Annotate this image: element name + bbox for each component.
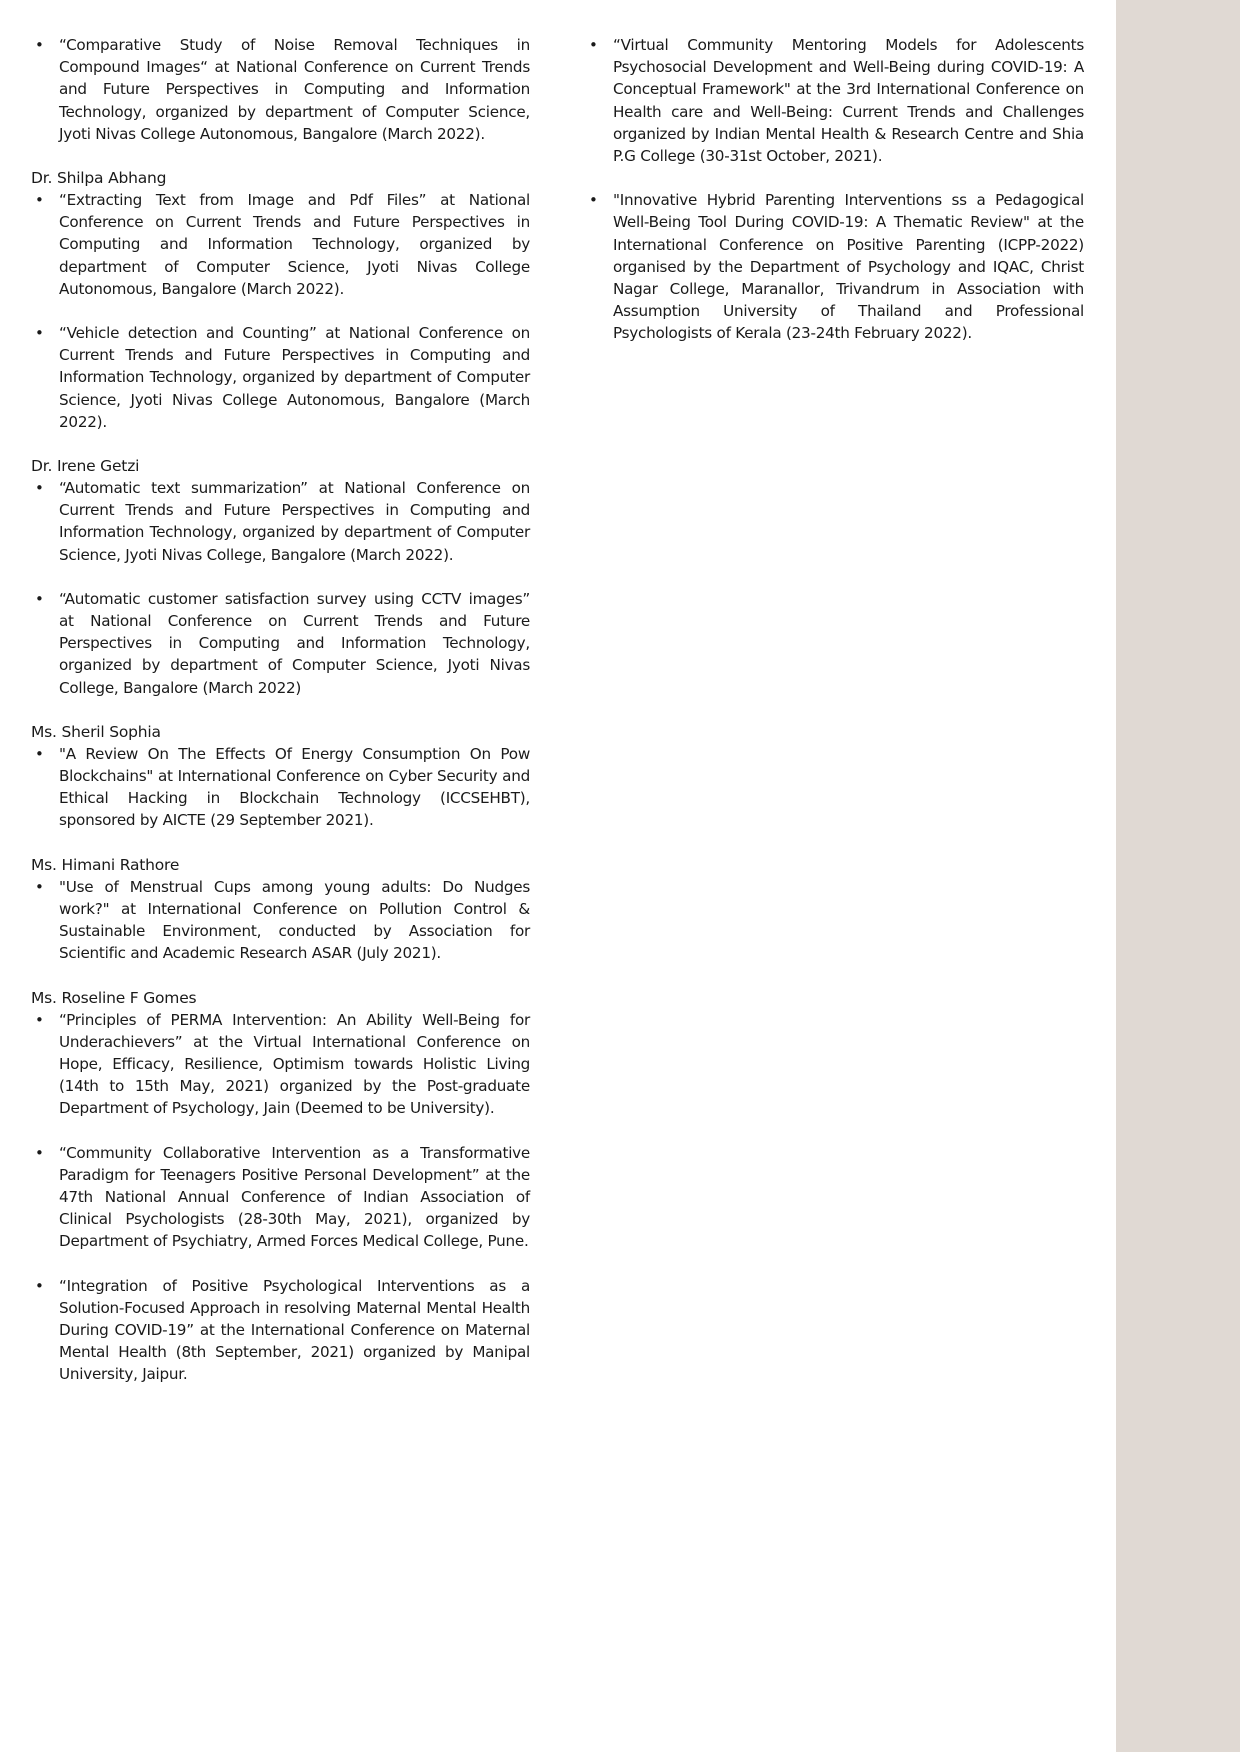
right-column bbox=[585, 34, 1084, 367]
bullet-icon: • bbox=[35, 1143, 44, 1162]
publication-text: “Integration of Positive Psychological Interventions as a Solution-Focused Approach in resolving Maternal Mental Health During COVID-19” at the International Conference on Maternal Mental Health (8th September, 2021) organized by Manipal University, Jaipur. bbox=[59, 1276, 530, 1384]
publication-text: “Automatic customer satisfaction survey using CCTV images” at National Conference on Current Trends and Future Perspectives in Computing and Information Technology, organized by department of Computer Science, Jyoti Nivas College, Bangalore (March 2022) bbox=[59, 589, 530, 697]
publication-group bbox=[31, 721, 530, 832]
publication-item bbox=[585, 189, 1084, 344]
publication-item bbox=[31, 34, 530, 145]
publication-item bbox=[31, 1275, 530, 1386]
publication-item bbox=[31, 588, 530, 699]
publication-item bbox=[31, 876, 530, 965]
author-name: Dr. Shilpa Abhang bbox=[31, 169, 167, 188]
publication-list bbox=[31, 743, 530, 832]
author-name: Ms. Roseline F Gomes bbox=[31, 988, 197, 1007]
bullet-icon: • bbox=[589, 36, 598, 54]
left-column bbox=[31, 34, 530, 1408]
bullet-icon: • bbox=[35, 877, 44, 896]
publication-list bbox=[31, 34, 530, 145]
bullet-icon: • bbox=[35, 191, 44, 210]
publication-text: "Innovative Hybrid Parenting Interventions ss a Pedagogical Well-Being Tool During COVID-19: A Thematic Review" at the International Conference on Positive Parenting (ICPP-2022) organised by the Department of Psychology and IQAC, Christ Nagar College, Maranallor, Trivandrum in Association with Assumption University of Thailand and Professional Psychologists of Kerala (23-24th February 2022). bbox=[613, 191, 1084, 343]
publication-text: “Principles of PERMA Intervention: An Ability Well-Being for Underachievers” at the Virtual International Conference on Hope, Efficacy, Resilience, Optimism towards Holistic Living (14th to 15th May, 2021) organized by the Post-graduate Department of Psychology, Jain (Deemed to be University). bbox=[59, 1010, 530, 1118]
publication-group bbox=[31, 455, 530, 699]
publication-text: “Virtual Community Mentoring Models for Adolescents Psychosocial Development and Well-Being during COVID-19: A Conceptual Framework" at the 3rd International Conference on Health care and Well-Being: Current Trends and Challenges organized by Indian Mental Health & Research Centre and Shia P.G College (30-31st October, 2021). bbox=[613, 36, 1084, 166]
bullet-icon: • bbox=[35, 1010, 44, 1029]
author-name: Ms. Sheril Sophia bbox=[31, 722, 161, 741]
publication-item bbox=[31, 189, 530, 300]
publication-group bbox=[31, 987, 530, 1386]
publication-group bbox=[31, 167, 530, 433]
publication-item bbox=[31, 1009, 530, 1120]
bullet-icon: • bbox=[35, 589, 44, 608]
publication-group bbox=[31, 34, 530, 145]
publication-item bbox=[585, 34, 1084, 167]
author-name: Dr. Irene Getzi bbox=[31, 457, 140, 476]
publication-list bbox=[31, 477, 530, 699]
publication-list bbox=[31, 1009, 530, 1386]
publication-text: “Vehicle detection and Counting” at National Conference on Current Trends and Future Perspectives in Computing and Information Technology, organized by department of Computer Science, Jyoti Nivas College Autonomous, Bangalore (March 2022). bbox=[59, 324, 530, 431]
publication-text: “Extracting Text from Image and Pdf Files” at National Conference on Current Trends and Future Perspectives in Computing and Information Technology, organized by department of Computer Science, Jyoti Nivas College Autonomous, Bangalore (March 2022). bbox=[59, 191, 530, 298]
publication-list bbox=[585, 34, 1084, 345]
bullet-icon: • bbox=[35, 744, 44, 763]
bullet-icon: • bbox=[35, 36, 44, 54]
publication-text: “Comparative Study of Noise Removal Techniques in Compound Images“ at National Conference on Current Trends and Future Perspectives in Computing and Information Technology, organized by department of Computer Science, Jyoti Nivas College Autonomous, Bangalore (March 2022). bbox=[59, 36, 530, 143]
bullet-icon: • bbox=[589, 191, 598, 210]
publication-text: “Community Collaborative Intervention as a Transformative Paradigm for Teenagers Positive Personal Development” at the 47th National Annual Conference of Indian Association of Clinical Psychologists (28-30th May, 2021), organized by Department of Psychiatry, Armed Forces Medical College, Pune. bbox=[59, 1143, 530, 1251]
publication-item bbox=[31, 1142, 530, 1253]
publication-item bbox=[31, 477, 530, 566]
publication-list bbox=[31, 189, 530, 433]
publication-item bbox=[31, 743, 530, 832]
author-name: Ms. Himani Rathore bbox=[31, 855, 180, 874]
publication-list bbox=[31, 876, 530, 965]
decorative-sidebar bbox=[1116, 0, 1240, 1752]
publication-group bbox=[585, 34, 1084, 345]
publication-text: "A Review On The Effects Of Energy Consumption On Pow Blockchains" at International Conference on Cyber Security and Ethical Hacking in Blockchain Technology (ICCSEHBT), sponsored by AICTE (29 September 2021). bbox=[59, 744, 530, 830]
bullet-icon: • bbox=[35, 324, 44, 343]
publication-text: “Automatic text summarization” at National Conference on Current Trends and Future Perspectives in Computing and Information Technology, organized by department of Computer Science, Jyoti Nivas College, Bangalore (March 2022). bbox=[59, 479, 530, 564]
bullet-icon: • bbox=[35, 479, 44, 498]
bullet-icon: • bbox=[35, 1276, 44, 1295]
publication-text: "Use of Menstrual Cups among young adults: Do Nudges work?" at International Conference on Pollution Control & Sustainable Environment, conducted by Association for Scientific and Academic Research ASAR (July 2021). bbox=[59, 877, 530, 963]
publication-item bbox=[31, 322, 530, 433]
publication-group bbox=[31, 854, 530, 965]
